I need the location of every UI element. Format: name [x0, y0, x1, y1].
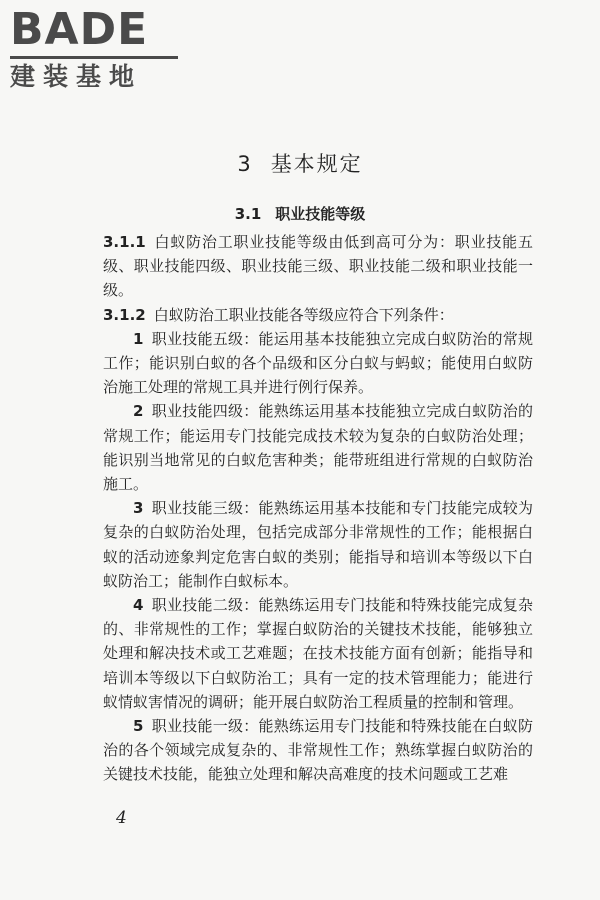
document-body	[103, 230, 533, 787]
item-number: 3	[133, 499, 144, 518]
item-text: 职业技能一级：能熟练运用专门技能和特殊技能在白蚁防治的各个领域完成复杂的、非常规性工作；熟练掌握白蚁防治的关键技术技能，能独立处理和解决高难度的技术问题或工艺难	[103, 717, 533, 784]
item-number: 5	[133, 717, 144, 736]
logo-subtitle: 建装基地	[10, 62, 143, 91]
logo-divider	[10, 56, 178, 59]
chapter-number: 3	[237, 152, 253, 176]
item-text: 职业技能四级：能熟练运用基本技能独立完成白蚁防治的常规工作；能运用专门技能完成技术较为复杂的白蚁防治处理；能识别当地常见的白蚁危害种类；能带班组进行常规的白蚁防治施工。	[103, 402, 533, 494]
clause	[103, 303, 533, 327]
chapter-title	[0, 148, 600, 178]
list-item	[103, 593, 533, 714]
item-text: 职业技能三级：能熟练运用基本技能和专门技能完成较为复杂的白蚁防治处理，包括完成部分非常规性的工作；能根据白蚁的活动迹象判定危害白蚁的类别；能指导和培训本等级以下白蚁防治工；能制作白蚁标本。	[103, 499, 533, 590]
bade-logo	[10, 6, 185, 92]
logo-wordmark: BADE	[10, 4, 149, 55]
clause-text: 白蚁防治工职业技能等级由低到高可分为：职业技能五级、职业技能四级、职业技能三级、职业技能二级和职业技能一级。	[103, 233, 533, 300]
clause-number: 3.1.2	[103, 305, 146, 324]
item-text: 职业技能二级：能熟练运用专门技能和特殊技能完成复杂的、非常规性的工作；掌握白蚁防治的关键技术技能，能够独立处理和解决技术或工艺难题；在技术技能方面有创新；能指导和培训本等级以下白蚁防治工；具有一定的技术管理能力；能进行蚁情蚁害情况的调研；能开展白蚁防治工程质量的控制和管理。	[103, 596, 533, 711]
list-item	[103, 496, 533, 593]
clause	[103, 230, 533, 303]
list-item	[103, 327, 533, 400]
section-title-text: 职业技能等级	[275, 205, 366, 223]
chapter-title-text: 基本规定	[270, 152, 363, 176]
clause-number: 3.1.1	[103, 233, 146, 251]
page-number: 4	[116, 808, 127, 828]
list-item	[103, 714, 533, 787]
section-title	[0, 203, 600, 224]
clause-text: 白蚁防治工职业技能各等级应符合下列条件：	[153, 305, 454, 324]
section-number: 3.1	[234, 205, 262, 223]
item-number: 1	[133, 329, 144, 348]
item-number: 4	[133, 596, 144, 615]
item-number: 2	[133, 402, 144, 421]
item-text: 职业技能五级：能运用基本技能独立完成白蚁防治的常规工作；能识别白蚁的各个品级和区分白蚁与蚂蚁；能使用白蚁防治施工处理的常规工具并进行例行保养。	[103, 329, 533, 397]
list-item	[103, 399, 533, 496]
